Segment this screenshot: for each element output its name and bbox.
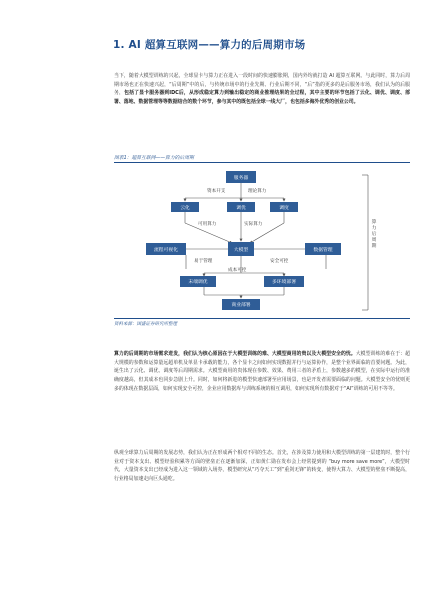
label-cost: 成本可控 (228, 268, 247, 273)
node-commercial-deploy: 商业部署 (222, 299, 260, 310)
label-capex: 资本开支 (207, 189, 226, 194)
label-easy-manage: 易于管理 (194, 259, 213, 264)
node-model: 大模型 (228, 242, 254, 256)
intro-paragraph (114, 72, 410, 107)
node-tuning: 调优 (227, 202, 255, 212)
ecosystem-text: 纵观全球算力后周期的发展态势，我们认为正在形成两个相对不同的生态。首先，在涉及算力使用和大模型训练的第一层建筑时，整个行业对于资本支出、模型经验积累等方面的壁垒正在逐渐加深，正如黄仁勋在发布会上经常提到的 “buy more save more”，大模型时代，大量资本支出已经成为进入这一领域的入场券，模型研究从“巧夺天工”到“重剑无锋”的转变，使得大算力、大模型的壁垒不断提高，行业格局加速走向巨头通吃。 (114, 450, 410, 483)
node-visualization: 流程可视化 (146, 243, 186, 255)
label-actual: 实际算力 (244, 222, 263, 227)
label-post-cycle: 算力后周期 (371, 220, 377, 249)
demand-paragraph (114, 350, 410, 394)
demand-bold-text: 算力的后周期的市场需求迸发，我们认为核心原因在于大模型训练的难、大模型商用的贵以及大模型安全的忧。 (114, 351, 356, 357)
section-title: 1. AI 超算互联网——算力的后周期市场 (113, 39, 306, 51)
figure-source: 资料来源：国盛证券研究所整理 (114, 318, 410, 327)
intro-bold-text: 包括了显卡服务器到IDC后，从形成稳定算力到输出稳定的商业推理结果的全过程，其中主要的环节包括了云化、调优、调度、部署、落地、数据管理等等数据结合的数个环节，参与其中的既包括全球一线大厂，也包括多海外优秀的创业公司。 (114, 90, 410, 106)
node-multi-env-deploy: 多环境部署 (264, 276, 304, 287)
post-cycle-diagram (124, 165, 408, 315)
label-secure: 安全可控 (270, 259, 289, 264)
node-cloud: 云化 (171, 202, 199, 212)
intro-text: 当下，随着大模型训练的兴起，全球显卡与算力正在进入一段时间的快速膨胀期，国内外均就打造 AI 超算互联网。与此同时，算力后周期市场也正在快速兴起，“后周期”中的后，与传统市场中的行业先期、行业后期不同，“后”指的更多的是后服务市场，我们认为的后服务， (114, 73, 410, 97)
label-theoretical: 理论算力 (248, 189, 267, 194)
demand-text: 大模型训练的难在于：超大规模的参数和运算量远超单机及单显卡承载的能力，各个显卡之间如何实现数据并行与运算协作，是整个业界面临的首要问题。为此，诞生出了云化、调优、调度等后周期需求。大模型商用的贵体现在参数、效果、费用三者的矛盾上，参数越多的模型，在实际中运行的准确度越高，但其成本也同步急剧上升。同时，如何将新进的模型快速部署至应用场景，也是开发者需要面临的问题。大模型安全的忧则更多的体现在数据层面，如何实现安全可控，企业应用数据库与训练系统的相互调用，如何实现所有数据对于“AI”训练的可用不等等。 (114, 351, 410, 392)
figure-caption: 图表1：超算互联网——算力的后周期 (114, 154, 410, 163)
node-server: 服务器 (226, 171, 256, 183)
node-edge-tuning: 末端调优 (180, 276, 216, 287)
label-usable: 可用算力 (198, 222, 217, 227)
ecosystem-paragraph (114, 449, 410, 484)
node-data-management: 数据管理 (305, 243, 341, 255)
node-scheduling: 调度 (270, 202, 298, 212)
